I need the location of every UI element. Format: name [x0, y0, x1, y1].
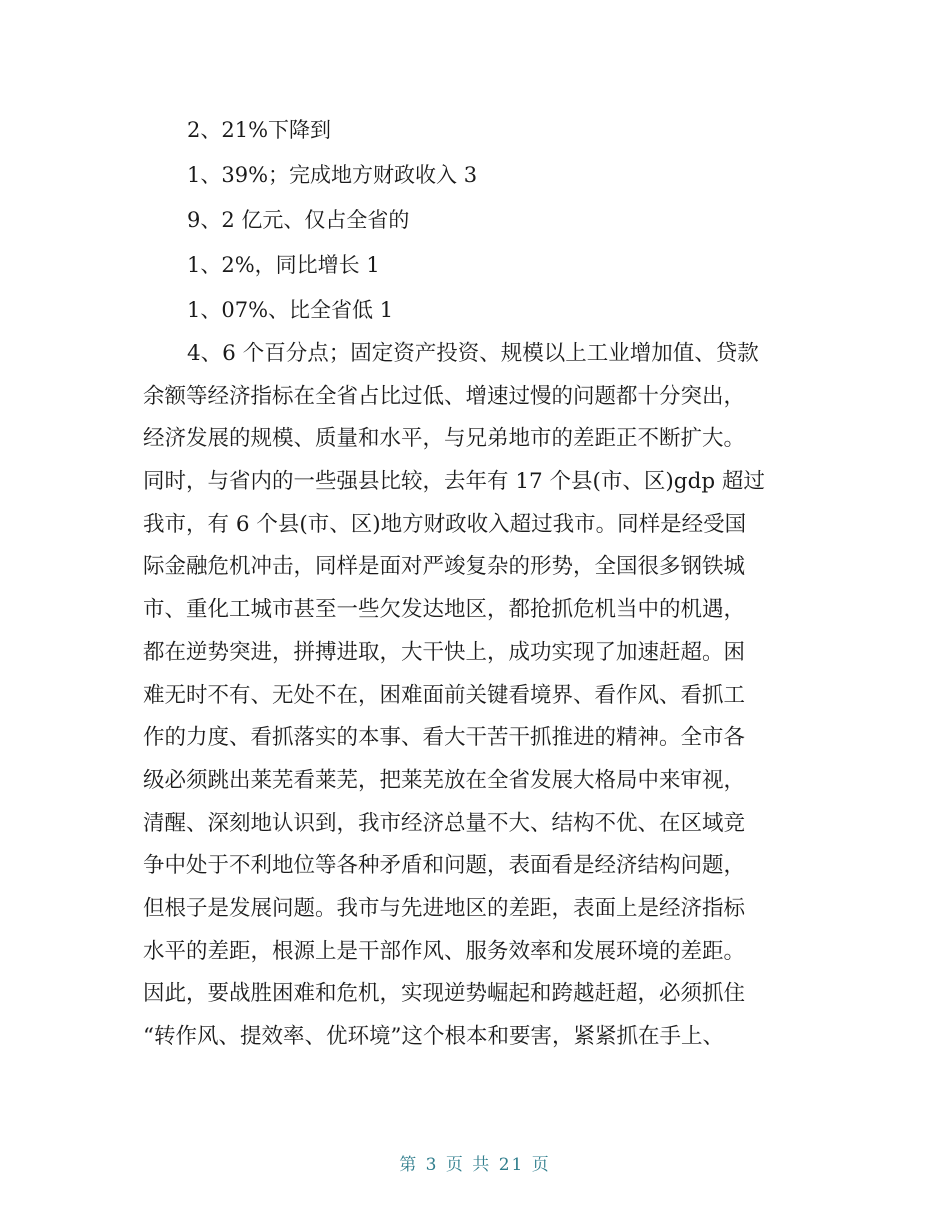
paragraph-line: 难无时不有、无处不在，困难面前关键看境界、看作风、看抓工 — [143, 682, 746, 708]
paragraph-line: 因此，要战胜困难和危机，实现逆势崛起和跨越赶超，必须抓住 — [143, 981, 746, 1007]
text-line: 2、21%下降到 — [187, 118, 332, 142]
paragraph-line: 级必须跳出莱芜看莱芜，把莱芜放在全省发展大格局中来审视， — [143, 767, 746, 793]
paragraph-line: 但根子是发展问题。我市与先进地区的差距，表面上是经济指标 — [143, 895, 746, 921]
paragraph-line: 水平的差距，根源上是干部作风、服务效率和发展环境的差距。 — [143, 938, 746, 964]
paragraph-line: 作的力度、看抓落实的本事、看大干苦干抓推进的精神。全市各 — [143, 725, 746, 751]
paragraph-line: 争中处于不利地位等各种矛盾和问题，表面看是经济结构问题， — [143, 853, 746, 879]
paragraph-line: 余额等经济指标在全省占比过低、增速过慢的问题都十分突出， — [143, 383, 746, 409]
paragraph-line: 清醒、深刻地认识到，我市经济总量不大、结构不优、在区域竞 — [143, 810, 746, 836]
paragraph-line: 都在逆势突进，拼搏进取，大干快上，成功实现了加速赶超。困 — [143, 639, 746, 665]
text-line: 1、39%；完成地方财政收入 3 — [187, 163, 478, 187]
paragraph-line: 4、6 个百分点；固定资产投资、规模以上工业增加值、贷款 — [187, 341, 759, 366]
paragraph-line: 同时，与省内的一些强县比较，去年有 17 个县(市、区)gdp 超过 — [143, 469, 765, 495]
paragraph-line: 我市，有 6 个县(市、区)地方财政收入超过我市。同样是经受国 — [143, 511, 747, 537]
paragraph-line: 经济发展的规模、质量和水平，与兄弟地市的差距正不断扩大。 — [143, 426, 746, 452]
paragraph-line: “转作风、提效率、优环境”这个根本和要害，紧紧抓在手上、 — [143, 1024, 724, 1049]
page-number-footer: 第 3 页 共 21 页 — [399, 1155, 551, 1175]
paragraph-line: 市、重化工城市甚至一些欠发达地区，都抢抓危机当中的机遇， — [143, 597, 746, 623]
paragraph-line: 际金融危机冲击，同样是面对严竣复杂的形势，全国很多钢铁城 — [143, 554, 746, 580]
text-line: 1、2%，同比增长 1 — [187, 253, 380, 277]
text-line: 1、07%、比全省低 1 — [187, 298, 394, 322]
short-lines-block — [187, 108, 477, 333]
text-line: 9、2 亿元、仅占全省的 — [187, 208, 410, 232]
body-paragraph — [143, 333, 823, 1059]
